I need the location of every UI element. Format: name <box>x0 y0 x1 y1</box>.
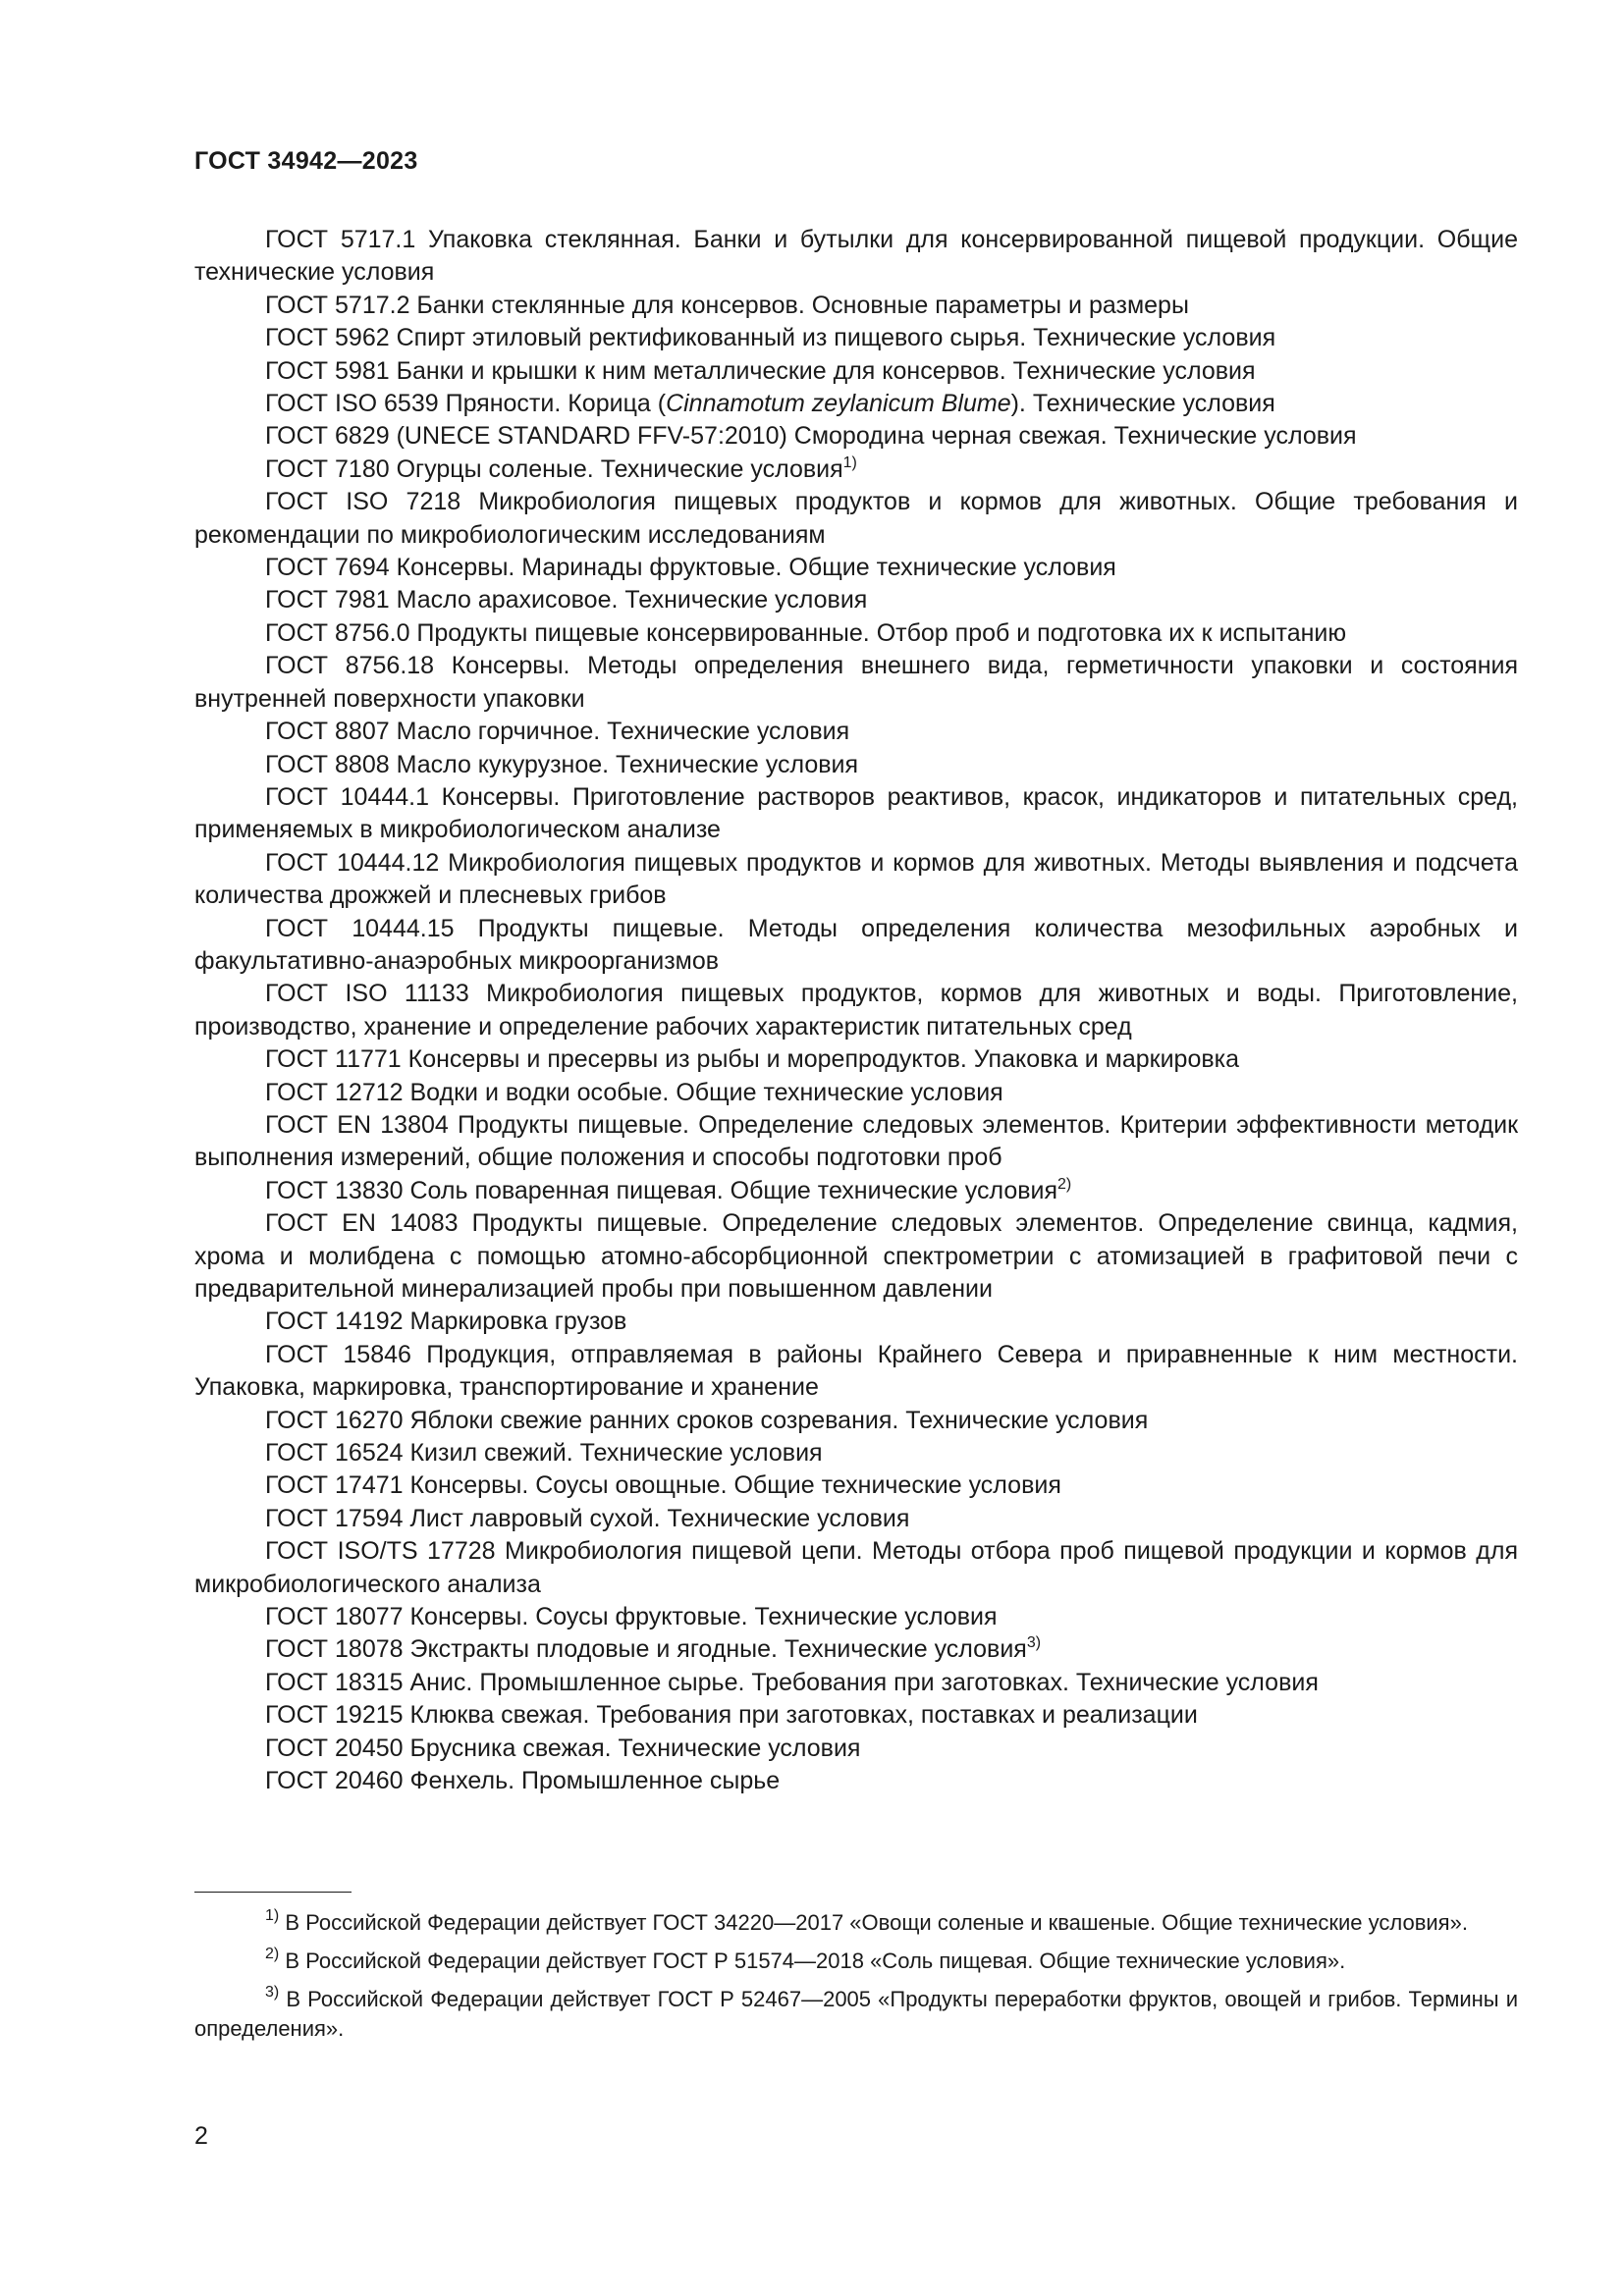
reference-item <box>194 1601 1518 1633</box>
reference-item <box>194 420 1518 453</box>
reference-item <box>194 1503 1518 1535</box>
reference-item <box>194 978 1518 1043</box>
reference-text: ГОСТ 19215 Клюква свежая. Требования при заготовках, поставках и реализации <box>265 1701 1198 1730</box>
footnote-text: В Российской Федерации действует ГОСТ 34220—2017 «Овощи соленые и квашеные. Общие технические условия». <box>279 1910 1468 1935</box>
reference-text: ГОСТ 7981 Масло арахисовое. Технические условия <box>265 586 868 614</box>
reference-item <box>194 1437 1518 1469</box>
reference-text: ГОСТ 15846 Продукция, отправляемая в районы Крайнего Севера и приравненные к ним местности. Упаковка, маркировка, транспортирование и хранение <box>194 1340 1518 1402</box>
reference-item <box>194 1469 1518 1502</box>
footnote-text: В Российской Федерации действует ГОСТ Р 52467—2005 «Продукты переработки фруктов, овощей и грибов. Термины и определения». <box>194 1987 1518 2041</box>
reference-item <box>194 1306 1518 1338</box>
reference-text: ГОСТ ISO 6539 Пряности. Корица ( <box>265 390 667 418</box>
reference-text: ГОСТ 16270 Яблоки свежие ранних сроков созревания. Технические условия <box>265 1406 1149 1434</box>
reference-text: ГОСТ 7180 Огурцы соленые. Технические условия <box>265 454 843 483</box>
reference-item <box>194 322 1518 354</box>
reference-text: ГОСТ 5717.1 Упаковка стеклянная. Банки и бутылки для консервированной пищевой продукции. Общие технические условия <box>194 226 1518 287</box>
footnote-item <box>194 1908 1518 1938</box>
reference-item <box>194 584 1518 616</box>
footnote-item <box>194 1985 1518 2044</box>
reference-text: ГОСТ 10444.15 Продукты пищевые. Методы определения количества мезофильных аэробных и факультативно-анаэробных микроорганизмов <box>194 914 1518 975</box>
reference-item <box>194 224 1518 290</box>
reference-text: ). Технические условия <box>1010 390 1275 418</box>
reference-text: ГОСТ ISO 7218 Микробиология пищевых продуктов и кормов для животных. Общие требования и рекомендации по микробиологическим исследованиям <box>194 488 1518 549</box>
reference-item <box>194 1175 1518 1207</box>
reference-text: ГОСТ 18078 Экстракты плодовые и ягодные. Технические условия <box>265 1635 1027 1664</box>
reference-text: ГОСТ 8756.0 Продукты пищевые консервированные. Отбор проб и подготовка их к испытанию <box>265 618 1347 647</box>
reference-text: ГОСТ 10444.12 Микробиология пищевых продуктов и кормов для животных. Методы выявления и подсчета количества дрожжей и плесневых грибов <box>194 848 1518 910</box>
footnote-marker: 2) <box>265 1946 280 1962</box>
footnote-marker: 2) <box>1057 1175 1072 1193</box>
reference-text: ГОСТ 18315 Анис. Промышленное сырье. Требования при заготовках. Технические условия <box>265 1668 1319 1696</box>
normative-references-list <box>194 224 1518 1798</box>
reference-item <box>194 1667 1518 1699</box>
reference-item <box>194 552 1518 584</box>
reference-item <box>194 650 1518 716</box>
reference-item <box>194 781 1518 847</box>
reference-item <box>194 913 1518 979</box>
reference-item <box>194 1109 1518 1175</box>
reference-text: ГОСТ EN 14083 Продукты пищевые. Определение следовых элементов. Определение свинца, кадмия, хрома и молибдена с помощью атомно-абсорбционной спектрометрии с атомизацией в графитовой печи с предварительной минерализацией пробы при повышенном давлении <box>194 1209 1518 1303</box>
reference-text: ГОСТ 12712 Водки и водки особые. Общие технические условия <box>265 1078 1003 1106</box>
reference-text: ГОСТ 20450 Брусника свежая. Технические условия <box>265 1734 861 1762</box>
footnote-marker: 3) <box>1026 1634 1042 1652</box>
reference-item <box>194 290 1518 322</box>
footnote-separator <box>194 1892 352 1893</box>
reference-item <box>194 749 1518 781</box>
page-number: 2 <box>194 2122 208 2150</box>
reference-item <box>194 716 1518 748</box>
reference-item <box>194 617 1518 650</box>
footnote-marker: 1) <box>265 1907 280 1924</box>
reference-text: ГОСТ 14192 Маркировка грузов <box>265 1308 627 1336</box>
reference-item <box>194 454 1518 486</box>
footnote-item <box>194 1947 1518 1976</box>
reference-text: ГОСТ 8808 Масло кукурузное. Технические условия <box>265 750 859 778</box>
reference-item <box>194 1207 1518 1306</box>
reference-item <box>194 1535 1518 1601</box>
reference-item <box>194 355 1518 388</box>
reference-item <box>194 388 1518 420</box>
reference-item <box>194 847 1518 913</box>
reference-text: ГОСТ 8807 Масло горчичное. Технические условия <box>265 718 850 746</box>
reference-text: ГОСТ 11771 Консервы и пресервы из рыбы и морепродуктов. Упаковка и маркировка <box>265 1045 1240 1074</box>
reference-text: ГОСТ 13830 Соль поваренная пищевая. Общие технические условия <box>265 1176 1058 1204</box>
document-header: ГОСТ 34942—2023 <box>194 147 418 175</box>
reference-text: ГОСТ 7694 Консервы. Маринады фруктовые. Общие технические условия <box>265 554 1116 582</box>
footnote-text: В Российской Федерации действует ГОСТ Р 51574—2018 «Соль пищевая. Общие технические условия». <box>279 1949 1346 1973</box>
footnote-marker: 1) <box>842 454 857 471</box>
reference-text: ГОСТ ISO/TS 17728 Микробиология пищевой цепи. Методы отбора проб пищевой продукции и кормов для микробиологического анализа <box>194 1537 1518 1598</box>
reference-text: ГОСТ 5717.2 Банки стеклянные для консервов. Основные параметры и размеры <box>265 291 1189 319</box>
reference-text: ГОСТ 5962 Спирт этиловый ректификованный из пищевого сырья. Технические условия <box>265 324 1276 352</box>
reference-latin-name: Cinnamotum zeylanicum Blume <box>666 390 1011 418</box>
reference-item <box>194 1339 1518 1405</box>
reference-text: ГОСТ 18077 Консервы. Соусы фруктовые. Технические условия <box>265 1603 998 1631</box>
reference-text: ГОСТ 6829 (UNECE STANDARD FFV-57:2010) Смородина черная свежая. Технические условия <box>265 422 1357 451</box>
reference-item <box>194 1043 1518 1076</box>
reference-text: ГОСТ ISO 11133 Микробиология пищевых продуктов, кормов для животных и воды. Приготовление, производство, хранение и определение рабочих характеристик питательных сред <box>194 980 1518 1041</box>
reference-item <box>194 1633 1518 1666</box>
reference-text: ГОСТ 10444.1 Консервы. Приготовление растворов реактивов, красок, индикаторов и питательных сред, применяемых в микробиологическом анализе <box>194 782 1518 844</box>
reference-item <box>194 1405 1518 1437</box>
reference-text: ГОСТ 16524 Кизил свежий. Технические условия <box>265 1439 823 1468</box>
reference-text: ГОСТ 20460 Фенхель. Промышленное сырье <box>265 1767 781 1795</box>
reference-item <box>194 1077 1518 1109</box>
reference-item <box>194 1699 1518 1732</box>
reference-item <box>194 1765 1518 1797</box>
reference-text: ГОСТ EN 13804 Продукты пищевые. Определение следовых элементов. Критерии эффективности методик выполнения измерений, общие положения и способы подготовки проб <box>194 1110 1518 1172</box>
reference-text: ГОСТ 8756.18 Консервы. Методы определения внешнего вида, герметичности упаковки и состояния внутренней поверхности упаковки <box>194 652 1518 713</box>
reference-item <box>194 486 1518 552</box>
footnote-marker: 3) <box>265 1984 280 2001</box>
reference-item <box>194 1733 1518 1765</box>
footnotes <box>194 1908 1518 2053</box>
reference-text: ГОСТ 17471 Консервы. Соусы овощные. Общие технические условия <box>265 1471 1061 1500</box>
reference-text: ГОСТ 17594 Лист лавровый сухой. Технические условия <box>265 1504 910 1532</box>
reference-text: ГОСТ 5981 Банки и крышки к ним металлические для консервов. Технические условия <box>265 356 1256 385</box>
